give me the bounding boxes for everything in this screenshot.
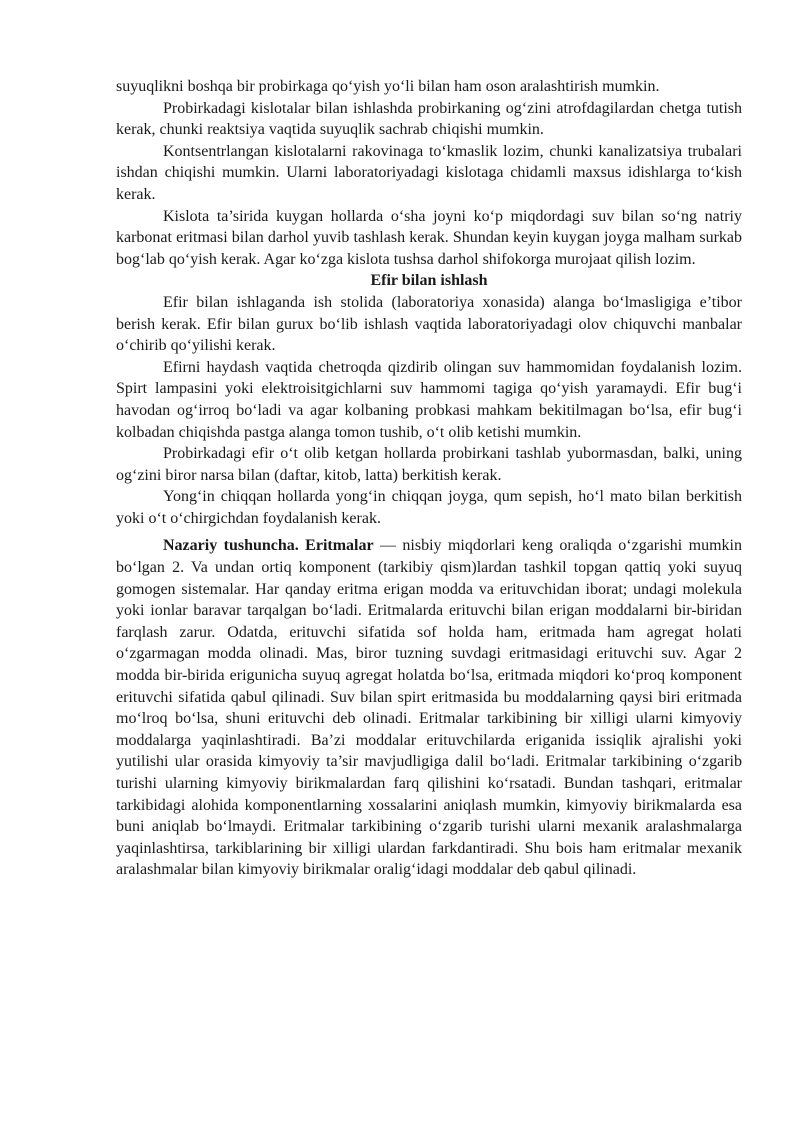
paragraph-test-tube-acids: Probirkadagi kislotalar bilan ishlashda probirkaning og‘zini atrofdagilardan chetga tutish kerak, chunki reaktsiya vaqtida suyuqlik sachrab chiqishi mumkin. — [116, 99, 742, 139]
section-heading: Efir bilan ishlash — [370, 272, 488, 290]
paragraph-concentrated-acids: Kontsentrlangan kislotalarni rakovinaga to‘kmaslik lozim, chunki kanalizatsiya trubalari ishdan chiqishi mumkin. Ularni laboratoriyadagi kislotaga chidamli maxsus idishlarga to‘kish kerak. — [116, 142, 742, 203]
paragraph-acid-burns: Kislota ta’sirida kuygan hollarda o‘sha joyni ko‘p miqdordagi suv bilan so‘ng natriy karbonat eritmasi bilan darhol yuvib tashlash kerak. Shundan keyin kuygan joyga malham surkab bog‘lab qo‘yish kerak. Agar ko‘zga kislota tushsa darhol shifokorga murojaat qilish lozim. — [116, 207, 742, 268]
paragraph-solutions-theory — [116, 535, 742, 881]
theory-lead-term: Nazariy tushuncha. Eritmalar — [163, 537, 374, 555]
paragraph-ether-flame: Efir bilan ishlaganda ish stolida (laboratoriya xonasida) alanga bo‘lmasligiga e’tibor berish kerak. Efir bilan gurux bo‘lib ishlash vaqtida laboratoriyadagi olov chiquvchi manbalar o‘chirib qo‘yilishi kerak. — [116, 293, 742, 355]
paragraph-ether-distillation: Efirni haydash vaqtida chetroqda qizdirib olingan suv hammomidan foydalanish lozim. Spirt lampasini yoki elektroisitgichlarni suv hammomi tagiga qo‘yish yaramaydi. Efir bug‘i havodan og‘irroq bo‘ladi va agar kolbaning probkasi mahkam bekitilmagan bo‘lsa, efir bug‘i kolbadan chiqishda pastga alanga tomon tushib, o‘t olib ketishi mumkin. — [116, 358, 742, 441]
theory-body-text: — nisbiy miqdorlari keng oraliqda o‘zgarishi mumkin bo‘lgan 2. Va undan ortiq komponent (tarkibiy qism)lardan tashkil topgan qattiq yoki suyuq gomogen sistemalar. Har qanday eritma erigan modda va erituvchidan iborat; undagi molekula yoki ionlar baravar tarqalgan bo‘ladi. Eritmalarda erituvchi bilan erigan moddalarni bir-biridan farqlash zarur. Odatda, erituvchi sifatida sof holda ham, eritmada ham agregat holati o‘zgarmagan modda olinadi. Mas, biror tuzning suvdagi eritmasidagi erituvchi suv. Agar 2 modda bir-birida erigunicha suyuq agregat holatda bo‘lsa, eritmada miqdori ko‘proq komponent erituvchi sifatida qabul qilinadi. Suv bilan spirt eritmasida bu moddalarning qaysi biri eritmada mo‘lroq bo‘lsa, shuni erituvchi deb olinadi. Eritmalar tarkibining bir xilligi ularni kimyoviy moddalarga yaqinlashtiradi. Ba’zi moddalar erituvchilarda eriganida issiqlik ajralishi yoki yutilishi ular orasida kimyoviy ta’sir mavjudligiga dalil bo‘ladi. Eritmalar tarkibining o‘zgarib turishi ularning kimyoviy birikmalardan farq qilishini ko‘rsatadi. Bundan tashqari, eritmalar tarkibidagi alohida komponentlarning xossalarini aniqlash mumkin, kimyoviy birikmalarda esa buni aniqlab bo‘lmaydi. Eritmalar tarkibining o‘zgarib turishi ularni mexanik aralashmalarga yaqinlashtirsa, tarkiblarining bir xilligi ulardan farkdantiradi. Shu bois ham eritmalar mexanik aralashmalar bilan kimyoviy birikmalar oralig‘idagi moddalar deb qabul qilinadi. — [116, 537, 742, 879]
paragraph-ether-fire-test-tube: Probirkadagi efir o‘t olib ketgan hollarda probirkani tashlab yubormasdan, balki, uning og‘zini biror narsa bilan (daftar, kitob, latta) berkitish kerak. — [116, 445, 742, 484]
paragraph-continuation: suyuqlikni boshqa bir probirkaga qo‘yish yo‘li bilan ham oson aralashtirish mumkin. — [116, 78, 660, 95]
document-page — [116, 76, 742, 881]
paragraph-fire-safety: Yong‘in chiqqan hollarda yong‘in chiqqan joyga, qum sepish, ho‘l mato bilan berkitish yoki o‘t o‘chirgichdan foydalanish kerak. — [116, 488, 742, 527]
